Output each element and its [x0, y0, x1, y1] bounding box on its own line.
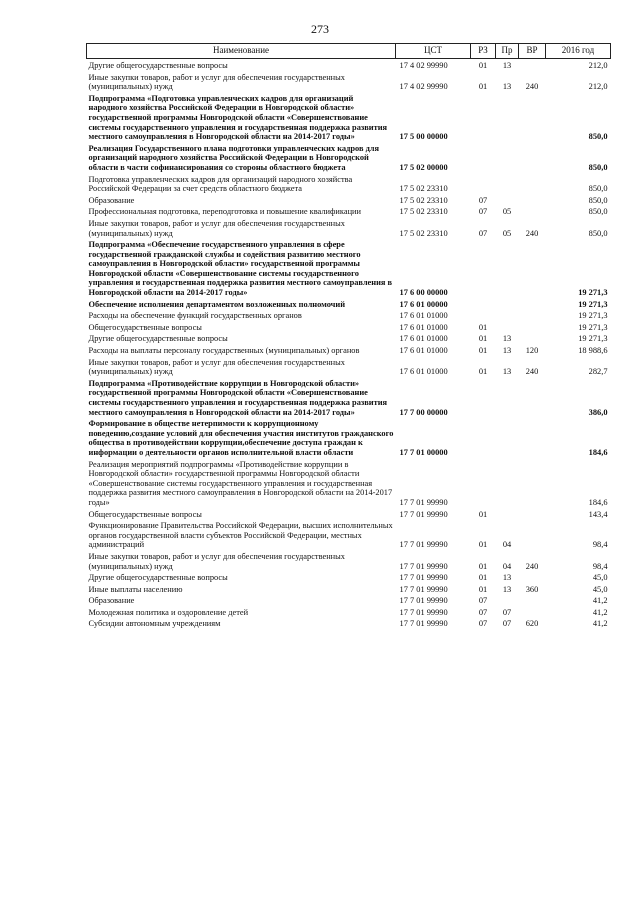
- cell-rz: 07: [478, 195, 488, 205]
- header-name: Наименование: [87, 44, 396, 59]
- cell-vr: [519, 238, 546, 298]
- table-row: [87, 519, 611, 550]
- cell-sum: 850,0: [588, 132, 608, 142]
- cell-vr: 620: [525, 619, 539, 629]
- cell-cst: 17 6 01 01000: [399, 322, 448, 332]
- cell-rz: 01: [478, 561, 488, 571]
- cell-vr: [519, 417, 546, 457]
- header-rz: РЗ: [471, 44, 496, 59]
- cell-rz: 01: [478, 334, 488, 344]
- cell-sum: 850,0: [588, 228, 608, 238]
- cell-vr: [519, 205, 546, 217]
- cell-rz: [471, 377, 496, 417]
- cell-name: Профессиональная подготовка, переподготовка и повышение квалификации: [88, 207, 362, 217]
- cell-name: Расходы на обеспечение функций государственных органов: [88, 311, 302, 321]
- cell-pr: 13: [502, 334, 512, 344]
- cell-pr: [496, 238, 519, 298]
- cell-rz: [471, 458, 496, 508]
- cell-rz: 01: [478, 573, 488, 583]
- cell-vr: 240: [525, 561, 539, 571]
- cell-sum: 282,7: [588, 367, 608, 377]
- cell-name: Иные закупки товаров, работ и услуг для обеспечения государственных (муниципальных) нужд: [88, 72, 345, 92]
- cell-pr: [496, 298, 519, 310]
- table-row: [87, 298, 611, 310]
- table-row: [87, 356, 611, 377]
- cell-sum: 18 988,6: [578, 346, 608, 356]
- cell-cst: 17 7 01 99990: [399, 619, 448, 629]
- cell-rz: 07: [478, 596, 488, 606]
- cell-sum: 41,2: [592, 619, 608, 629]
- table-row: [87, 377, 611, 417]
- cell-pr: 13: [502, 61, 512, 70]
- cell-cst: 17 6 01 01000: [399, 346, 448, 356]
- cell-sum: 19 271,3: [578, 311, 608, 321]
- cell-rz: [471, 173, 496, 194]
- cell-pr: [496, 142, 519, 173]
- cell-pr: 13: [502, 82, 512, 92]
- cell-name: Общегосударственные вопросы: [88, 509, 202, 519]
- table-row: [87, 508, 611, 520]
- cell-pr: 07: [502, 607, 512, 617]
- cell-pr: [496, 508, 519, 520]
- cell-rz: 01: [478, 322, 488, 332]
- cell-vr: [519, 332, 546, 344]
- cell-rz: 01: [478, 82, 488, 92]
- table-header-row: [87, 44, 611, 59]
- table-row: [87, 217, 611, 238]
- cell-cst: 17 6 01 00000: [399, 299, 448, 309]
- cell-sum: 850,0: [588, 195, 608, 205]
- cell-rz: 07: [478, 607, 488, 617]
- cell-name: Образование: [88, 195, 135, 205]
- cell-pr: 07: [502, 619, 512, 629]
- table-row: [87, 71, 611, 92]
- cell-vr: [519, 594, 546, 606]
- cell-vr: [519, 508, 546, 520]
- cell-rz: 07: [478, 207, 488, 217]
- cell-cst: 17 5 02 23310: [399, 195, 448, 205]
- cell-name: Образование: [88, 596, 135, 606]
- table-row: [87, 205, 611, 217]
- cell-name: Обеспечение исполнения департаментом возложенных полномочий: [88, 299, 346, 309]
- cell-pr: 04: [502, 540, 512, 550]
- table-row: [87, 550, 611, 571]
- cell-pr: 13: [502, 367, 512, 377]
- cell-pr: 04: [502, 561, 512, 571]
- cell-cst: 17 4 02 99990: [399, 82, 448, 92]
- cell-vr: [519, 377, 546, 417]
- table-row: [87, 417, 611, 457]
- cell-sum: 212,0: [588, 61, 608, 70]
- cell-name: Иные закупки товаров, работ и услуг для обеспечения государственных (муниципальных) нужд: [88, 218, 345, 238]
- cell-rz: 07: [478, 619, 488, 629]
- table-row: [87, 321, 611, 333]
- cell-sum: 41,2: [592, 596, 608, 606]
- cell-rz: [471, 238, 496, 298]
- cell-pr: 13: [502, 573, 512, 583]
- cell-name: Субсидии автономным учреждениям: [88, 619, 221, 629]
- table-row: [87, 238, 611, 298]
- cell-sum: 98,4: [592, 540, 608, 550]
- table-row: [87, 309, 611, 321]
- cell-pr: [496, 173, 519, 194]
- cell-vr: 120: [525, 346, 539, 356]
- cell-cst: 17 7 01 99990: [399, 561, 448, 571]
- cell-pr: [496, 92, 519, 142]
- cell-vr: [519, 571, 546, 583]
- cell-vr: [519, 142, 546, 173]
- cell-sum: 184,6: [588, 447, 608, 457]
- table-row: [87, 344, 611, 356]
- header-year: 2016 год: [546, 44, 611, 59]
- cell-cst: 17 7 00 00000: [399, 407, 448, 417]
- cell-cst: 17 7 01 99990: [399, 497, 448, 507]
- cell-sum: 143,4: [588, 509, 608, 519]
- table-row: [87, 583, 611, 595]
- header-pr: Пр: [496, 44, 519, 59]
- table-row: [87, 194, 611, 206]
- cell-sum: 850,0: [588, 184, 608, 194]
- cell-cst: 17 7 01 99990: [399, 596, 448, 606]
- header-cst: ЦСТ: [396, 44, 471, 59]
- cell-cst: 17 5 02 23310: [399, 207, 448, 217]
- cell-sum: 850,0: [588, 162, 608, 172]
- cell-vr: 240: [525, 82, 539, 92]
- cell-rz: 01: [478, 367, 488, 377]
- cell-name: Иные закупки товаров, работ и услуг для обеспечения государственных (муниципальных) нужд: [88, 551, 345, 571]
- cell-rz: 01: [478, 540, 488, 550]
- cell-pr: 05: [502, 207, 512, 217]
- cell-vr: [519, 321, 546, 333]
- cell-sum: 19 271,3: [578, 299, 608, 309]
- table-row: [87, 142, 611, 173]
- cell-cst: 17 7 01 00000: [399, 447, 448, 457]
- table-body: [87, 59, 611, 630]
- cell-name: Другие общегосударственные вопросы: [88, 334, 228, 344]
- cell-name: Другие общегосударственные вопросы: [88, 61, 228, 70]
- cell-pr: [496, 321, 519, 333]
- cell-sum: 41,2: [592, 607, 608, 617]
- cell-rz: 07: [478, 228, 488, 238]
- cell-sum: 212,0: [588, 82, 608, 92]
- table-row: [87, 332, 611, 344]
- cell-vr: [519, 92, 546, 142]
- cell-sum: 45,0: [592, 584, 608, 594]
- cell-name: Другие общегосударственные вопросы: [88, 573, 228, 583]
- cell-cst: 17 5 02 23310: [399, 184, 448, 194]
- cell-name: Формирование в обществе нетерпимости к коррупционному поведению,создание условий для обеспечения участия институтов гражданского общества в противодействии коррупции,обеспечение доступа граждан к информации о деятельности органов исполнительной власти области: [88, 419, 394, 457]
- budget-table: [86, 43, 611, 629]
- cell-sum: 386,0: [588, 407, 608, 417]
- cell-name: Иные закупки товаров, работ и услуг для обеспечения государственных (муниципальных) нужд: [88, 357, 345, 377]
- cell-name: Реализация мероприятий подпрограммы «Противодействие коррупции в Новгородской области» государственной программы Новгородской области «Совершенствование системы государственного управления и государственная поддержка развития местного самоуправления в Новгородской области на 2014-2017 годы»: [88, 459, 393, 507]
- cell-sum: 19 271,3: [578, 334, 608, 344]
- cell-rz: [471, 298, 496, 310]
- cell-pr: 05: [502, 228, 512, 238]
- cell-cst: 17 6 01 01000: [399, 311, 448, 321]
- cell-vr: [519, 194, 546, 206]
- table-row: [87, 173, 611, 194]
- cell-pr: [496, 309, 519, 321]
- table-row: [87, 617, 611, 629]
- cell-name: Расходы на выплаты персоналу государственных (муниципальных) органов: [88, 346, 360, 356]
- cell-cst: 17 7 01 99990: [399, 573, 448, 583]
- cell-name: Иные выплаты населению: [88, 584, 183, 594]
- cell-vr: [519, 173, 546, 194]
- cell-cst: 17 6 01 01000: [399, 334, 448, 344]
- cell-cst: 17 7 01 99990: [399, 540, 448, 550]
- cell-cst: 17 7 01 99990: [399, 584, 448, 594]
- cell-rz: [471, 142, 496, 173]
- cell-cst: 17 7 01 99990: [399, 607, 448, 617]
- cell-rz: 01: [478, 61, 488, 70]
- cell-rz: 01: [478, 584, 488, 594]
- cell-sum: 98,4: [592, 561, 608, 571]
- cell-sum: 184,6: [588, 497, 608, 507]
- cell-cst: 17 7 01 99990: [399, 509, 448, 519]
- cell-rz: [471, 417, 496, 457]
- table-row: [87, 606, 611, 618]
- cell-vr: 360: [525, 584, 539, 594]
- cell-rz: [471, 92, 496, 142]
- cell-cst: 17 6 00 00000: [399, 288, 448, 298]
- cell-sum: 19 271,3: [578, 322, 608, 332]
- cell-vr: [519, 298, 546, 310]
- cell-rz: [471, 309, 496, 321]
- cell-cst: 17 6 01 01000: [399, 367, 448, 377]
- cell-vr: 240: [525, 228, 539, 238]
- cell-vr: [519, 59, 546, 71]
- cell-name: Подготовка управленческих кадров для организаций народного хозяйства Российской Федерации за счет средств областного бюджета: [88, 174, 353, 194]
- cell-name: Молодежная политика и оздоровление детей: [88, 607, 249, 617]
- cell-sum: 850,0: [588, 207, 608, 217]
- cell-pr: [496, 417, 519, 457]
- cell-pr: 13: [502, 346, 512, 356]
- table-row: [87, 92, 611, 142]
- cell-name: Общегосударственные вопросы: [88, 322, 202, 332]
- cell-vr: 240: [525, 367, 539, 377]
- cell-name: Функционирование Правительства Российской Федерации, высших исполнительных органов государственной власти субъектов Российской Федерации, местных администраций: [88, 521, 393, 550]
- cell-vr: [519, 458, 546, 508]
- cell-pr: [496, 377, 519, 417]
- cell-cst: 17 5 00 00000: [399, 132, 448, 142]
- cell-name: Подпрограмма «Подготовка управленческих кадров для организаций народного хозяйства Российской Федерации в Новгородской области» государственной программы Новгородской области «Совершенствование системы государственного управления и государственная поддержка развития местного самоуправления в Новгородской области на 2014-2017 годы»: [88, 93, 388, 142]
- table-row: [87, 594, 611, 606]
- cell-name: Подпрограмма «Противодействие коррупции в Новгородской области» государственной программы Новгородской области «Совершенствование системы государственного управления и государственная поддержка развития местного самоуправления в Новгородской области на 2014-2017 годы»: [88, 378, 388, 417]
- cell-cst: 17 5 02 00000: [399, 162, 448, 172]
- table-row: [87, 458, 611, 508]
- cell-pr: [496, 594, 519, 606]
- table-row: [87, 571, 611, 583]
- cell-pr: 13: [502, 584, 512, 594]
- cell-sum: 19 271,3: [578, 288, 608, 298]
- cell-rz: 01: [478, 346, 488, 356]
- header-vr: ВР: [519, 44, 546, 59]
- page-number: 273: [311, 22, 329, 36]
- cell-cst: 17 4 02 99990: [399, 61, 448, 70]
- table-row: [87, 59, 611, 71]
- cell-name: Подпрограмма «Обеспечение государственного управления в сфере государственной гражданской службы и содействия развитию местного самоуправления в Новгородской области» государственной программы Новгородской области «Совершенствование системы государственного управления и государственная поддержка развития местного самоуправления в Новгородской области на 2014-2017 годы»: [88, 240, 393, 298]
- cell-sum: 45,0: [592, 573, 608, 583]
- cell-name: Реализация Государственного плана подготовки управленческих кадров для организаций народного хозяйства Российской Федерации в Новгородской области в части софинансирования со стороны областного бюджета: [88, 143, 380, 172]
- cell-pr: [496, 194, 519, 206]
- cell-vr: [519, 519, 546, 550]
- cell-pr: [496, 458, 519, 508]
- cell-rz: 01: [478, 509, 488, 519]
- cell-cst: 17 5 02 23310: [399, 228, 448, 238]
- cell-vr: [519, 606, 546, 618]
- cell-vr: [519, 309, 546, 321]
